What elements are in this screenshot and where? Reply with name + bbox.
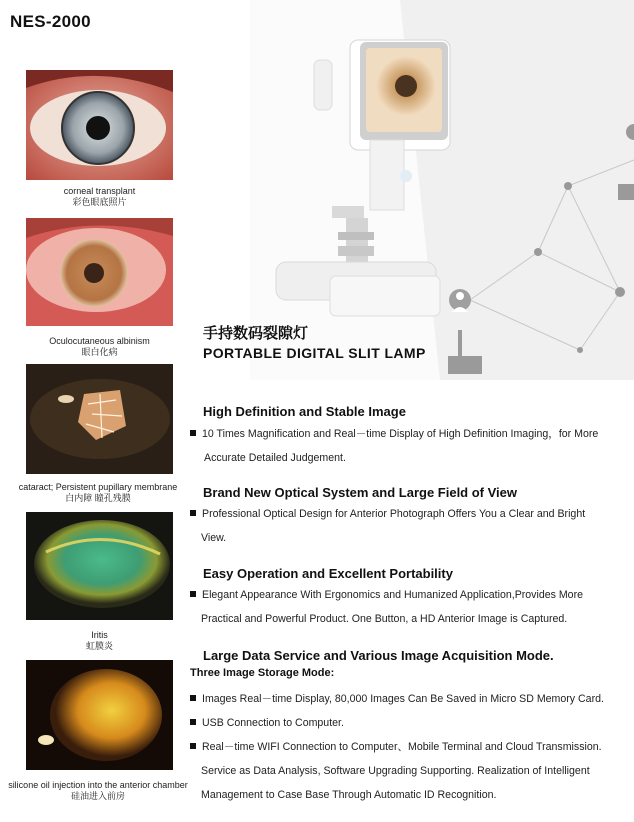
bullet-square-icon: [190, 510, 196, 516]
bullet-square-icon: [190, 719, 196, 725]
photo-albinism: [26, 218, 173, 326]
caption-cataract: cataract; Persistent pupillary membrane 白内障 瞳孔残膜: [18, 482, 178, 503]
product-title-cn: 手持数码裂隙灯: [203, 324, 309, 342]
feature-bullet-cont: Practical and Powerful Product. One Button, a HD Anterior Image is Captured.: [201, 613, 568, 625]
caption-silicone-oil: silicone oil injection into the anterior chamber 硅油进入前房: [8, 780, 188, 801]
bullet-square-icon: [190, 743, 196, 749]
feature-title-portability: Easy Operation and Excellent Portability: [203, 566, 453, 581]
feature-bullet: Elegant Appearance With Ergonomics and Humanized Application,Provides More: [190, 583, 583, 607]
caption-corneal-transplant: corneal transplant 彩色眼底照片: [63, 186, 136, 207]
feature-bullet-cont: Management to Case Base Through Automatic ID Recognition.: [201, 789, 497, 801]
feature-bullet: Real－time WIFI Connection to Computer、Mobile Terminal and Cloud Transmission.: [190, 735, 602, 759]
photo-cataract: [26, 364, 173, 474]
caption-iritis: Iritis 虹膜炎: [85, 630, 113, 651]
feature-bullet: Professional Optical Design for Anterior Photograph Offers You a Clear and Bright: [190, 502, 585, 526]
feature-bullet: USB Connection to Computer.: [190, 711, 344, 735]
bullet-square-icon: [190, 591, 196, 597]
feature-title-optical: Brand New Optical System and Large Field of View: [203, 485, 518, 500]
feature-bullet: Images Real－time Display, 80,000 Images Can Be Saved in Micro SD Memory Card.: [190, 687, 604, 711]
bullet-square-icon: [190, 695, 196, 701]
storage-mode-subtitle: Three Image Storage Mode:: [190, 667, 335, 679]
feature-bullet: 10 Times Magnification and Real－time Display of High Definition Imaging，for More: [190, 422, 598, 446]
feature-title-data-service: Large Data Service and Various Image Acquisition Mode.: [203, 648, 554, 663]
caption-albinism: Oculocutaneous albinism 眼白化病: [49, 336, 150, 357]
model-name: NES-2000: [10, 12, 91, 31]
feature-title-hd: High Definition and Stable Image: [203, 404, 406, 419]
feature-bullet-cont: View.: [201, 532, 227, 544]
feature-bullet-cont: Service as Data Analysis, Software Upgrading Supporting. Realization of Intelligent: [201, 765, 590, 777]
feature-bullet-cont: Accurate Detailed Judgement.: [204, 452, 346, 464]
photo-iritis: [26, 512, 173, 620]
product-title-en: PORTABLE DIGITAL SLIT LAMP: [203, 345, 426, 361]
bullet-square-icon: [190, 430, 196, 436]
photo-silicone-oil: [26, 660, 173, 770]
photo-corneal-transplant: [26, 70, 173, 180]
